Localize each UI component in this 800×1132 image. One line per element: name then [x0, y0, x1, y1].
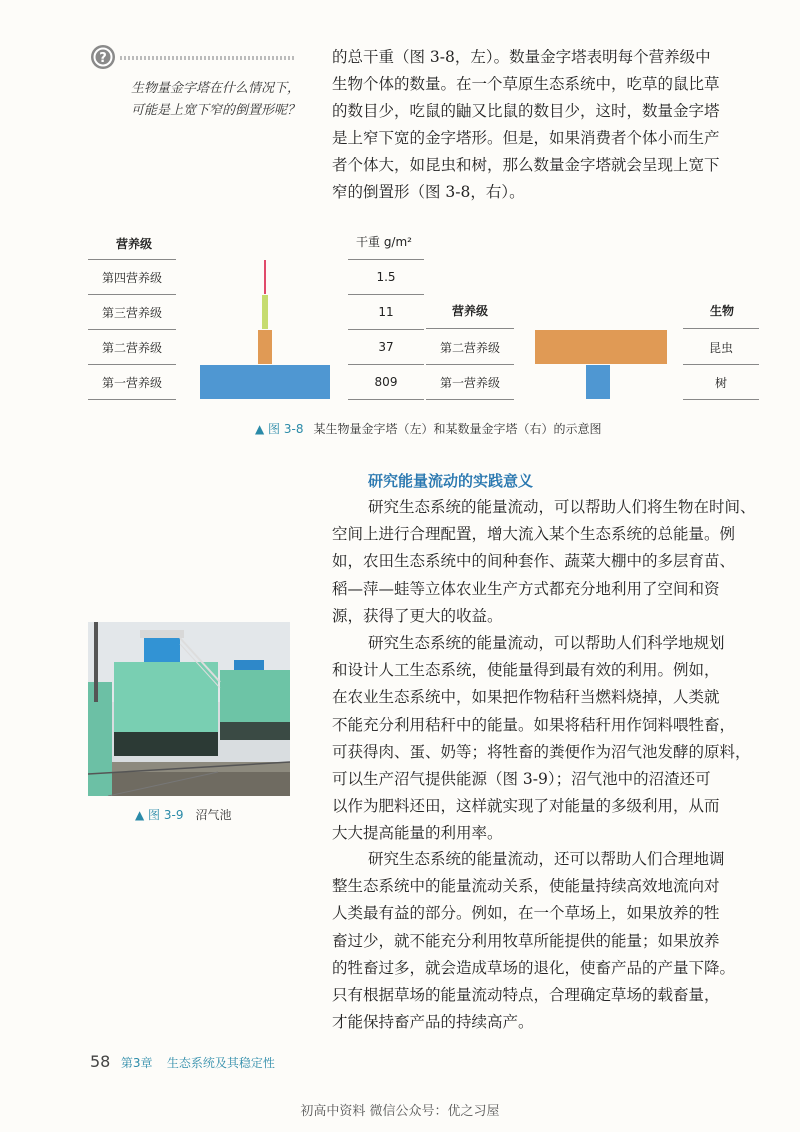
left-level-1: 第一营养级 [88, 365, 176, 400]
dry-weight-header: 干重 g/m² [356, 235, 412, 249]
text-line: 研究生态系统的能量流动，还可以帮助人们合理地调 [368, 850, 725, 868]
dry-weight-level-2: 37 [348, 330, 424, 365]
biomass-bar-level-3 [262, 295, 268, 329]
text-line: 才能保持畜产品的持续高产。 [332, 1013, 534, 1032]
text-line: 的数目少，吃鼠的鼬又比鼠的数目少，这时，数量金字塔 [332, 102, 720, 120]
text-line: 不能充分利用秸秆中的能量。如果将秸秆用作饲料喂牲畜， [332, 715, 736, 734]
svg-text:?: ? [99, 51, 107, 66]
right-level-header: 营养级 [452, 304, 489, 318]
biomass-bar-level-4 [264, 260, 266, 294]
text-line: 的牲畜过多，就会造成草场的退化，使畜产品的产量下降。 [332, 958, 736, 977]
biogas-digester-photo [88, 622, 290, 796]
text-line: 人类最有益的部分。例如，在一个草场上，如果放养的牲 [332, 904, 720, 923]
table-rule [683, 328, 759, 329]
text-line: 研究生态系统的能量流动，可以帮助人们将生物在时间、 [368, 498, 756, 516]
paragraph-3 [332, 846, 772, 1036]
biomass-bar-level-1 [200, 365, 330, 399]
text-line: 可以生产沼气提供能源（图 3-9）；沼气池中的沼渣还可 [332, 770, 711, 789]
left-level-2: 第二营养级 [88, 330, 176, 365]
text-line: 在农业生态系统中，如果把作物秸秆当燃料烧掉，人类就 [332, 688, 720, 707]
text-line: 大大提高能量的利用率。 [332, 824, 503, 843]
text-line: 窄的倒置形（图 3-8，右）。 [332, 183, 525, 201]
text-line: 只有根据草场的能量流动特点，合理确定草场的载畜量， [332, 986, 720, 1005]
figure-3-8 [80, 225, 770, 415]
question-icon [90, 44, 116, 70]
organism-header: 生物 [710, 304, 735, 318]
margin-note-line: 生物量金字塔在什么情况下， [130, 81, 300, 96]
left-level-3: 第三营养级 [88, 295, 176, 330]
dry-weight-level-3: 11 [348, 295, 424, 330]
text-line: 者个体大，如昆虫和树，那么数量金字塔就会呈现上宽下 [332, 156, 720, 174]
text-line: 生物个体的数量。在一个草原生态系统中，吃草的鼠比草 [332, 75, 720, 93]
text-line: 是上窄下宽的金字塔形。但是，如果消费者个体小而生产 [332, 129, 720, 147]
dry-weight-level-1: 809 [348, 365, 424, 400]
text-line: 研究生态系统的能量流动，可以帮助人们科学地规划 [368, 634, 725, 652]
table-rule [426, 328, 514, 329]
caption-label: ▲ 图 3-9 [135, 808, 184, 822]
number-bar-insects [535, 330, 667, 364]
figure-3-8-caption [255, 420, 601, 437]
organism-insect: 昆虫 [683, 330, 759, 365]
chapter-label: 第3章 [120, 1056, 153, 1070]
page-footer [90, 1052, 275, 1071]
text-line: 如，农田生态系统中的间种套作、蔬菜大棚中的多层育苗、 [332, 552, 736, 571]
text-line: 可获得肉、蛋、奶等；将牲畜的粪便作为沼气池发酵的原料， [332, 742, 751, 761]
margin-note-line: 可能是上宽下窄的倒置形呢？ [130, 103, 300, 118]
text-line: 源，获得了更大的收益。 [332, 606, 503, 625]
caption-label: ▲ 图 3-8 [255, 422, 304, 436]
text-line: 空间上进行合理配置，增大流入某个生态系统的总能量。例 [332, 525, 736, 544]
figure-3-9-caption [135, 806, 231, 823]
text-line: 和设计人工生态系统，使能量得到最有效的利用。例如， [332, 661, 720, 680]
text-line: 以作为肥料还田，这样就实现了对能量的多级利用，从而 [332, 797, 720, 816]
text-line: 稻—萍—蛙等立体农业生产方式都充分地利用了空间和资 [332, 579, 720, 598]
paragraph-1 [332, 494, 772, 630]
margin-note [70, 78, 300, 122]
caption-text: 沼气池 [195, 808, 232, 822]
text-line: 的总干重（图 3-8，左）。数量金字塔表明每个营养级中 [332, 48, 711, 66]
organism-tree: 树 [683, 365, 759, 400]
number-bar-trees [586, 365, 610, 399]
top-paragraph [332, 44, 764, 206]
section-title: 研究能量流动的实践意义 [368, 472, 534, 490]
chapter-title: 生态系统及其稳定性 [166, 1056, 275, 1070]
right-level-2: 第二营养级 [426, 330, 514, 365]
watermark-text: 初高中资料 微信公众号：优之习屋 [300, 1104, 500, 1119]
left-level-4: 第四营养级 [88, 260, 176, 295]
left-level-header: 营养级 [116, 237, 153, 251]
text-line: 整生态系统中的能量流动关系，使能量持续高效地流向对 [332, 877, 720, 896]
right-level-1: 第一营养级 [426, 365, 514, 400]
paragraph-2 [332, 630, 772, 848]
page-number: 58 [90, 1052, 111, 1071]
text-line: 畜过少，就不能充分利用牧草所能提供的能量；如果放养 [332, 931, 720, 950]
dry-weight-level-4: 1.5 [348, 260, 424, 295]
biomass-bar-level-2 [258, 330, 272, 364]
note-divider [120, 56, 296, 60]
caption-text: 某生物量金字塔（左）和某数量金字塔（右）的示意图 [313, 422, 602, 436]
